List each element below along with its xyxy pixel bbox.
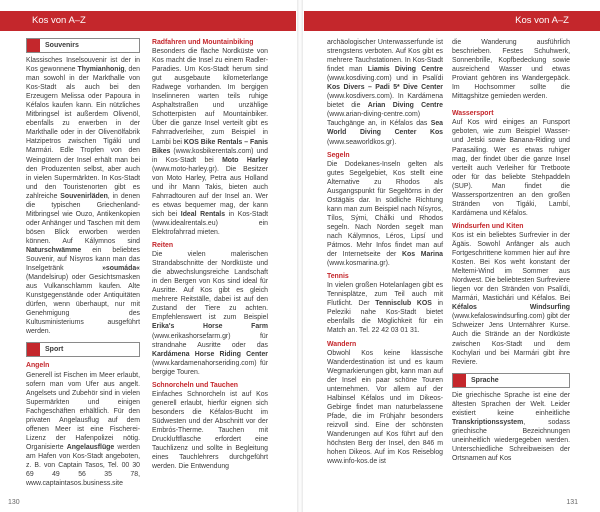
text: , den man sowohl in der Markthalle von Kos-Stadt als auch bei den Erzeugern Melissa oder Papoura in Kéfalos kaufen kann. Ein nützliches Mitbringsel ist außerdem Olivenöl, ebenfalls zu erwerben in der Markthalle oder in der Olivenölfabrik Hatzipetros zwischen Tigáki und Marmári. Edle Tropfen von den Weingütern der Insel erhält man bei den Produzenten selbst, aber auch in vielen Supermärkten. In Kos-Stadt und den Touristenorten gibt es zahlreiche — [26, 66, 140, 200]
bold-term: Naturschwämme — [26, 246, 82, 254]
text: (www.kosdiving.com) und in Psalídi — [327, 75, 443, 83]
paragraph-angeln — [26, 371, 140, 489]
section-marker — [453, 374, 466, 387]
bold-term: Transkriptionssystem — [452, 418, 524, 426]
text: , in denen die typischen Griechenland-Mitbringsel wie Ouzo, Antikenkopien oder Anhänger und Taschen mit dem bösen Blick erworben werden können. Auf Kálymnos sind — [26, 192, 140, 245]
paragraph-radfahren — [152, 47, 268, 237]
bold-term: Liamis Diving Centre — [367, 66, 444, 74]
paragraph-tauchen — [327, 38, 443, 147]
bold-term: Thymianhonig — [77, 66, 125, 74]
bold-term: Kéfalos Windsurfing — [452, 304, 570, 312]
bold-term: Erika's Horse Farm — [152, 323, 268, 331]
text: ein beliebtes Souvenir, auf Nísyros kann man das Inselgetränk — [26, 246, 140, 273]
text: Die Dodekanes-Inseln gelten als gutes Segelgebiet, Kos stellt eine Alternative zu Rhodos als Ausgangspunkt für Segeltörns in der Ostägäis dar. In südliche Richtung kann man zum Beispiel nach Nísyros, Tílos, Sými, Chálki und Rhodos segeln. Nach Norden segelt man nach Kálymnos, Léros, Lipsí und Pátmos. Mehr Infos findet man auf der Internetseite der — [327, 160, 443, 259]
text: (www.seaworldkos.gr). — [327, 138, 397, 146]
paragraph-windsurfen — [452, 231, 570, 367]
paragraph-tennis — [327, 281, 443, 335]
paragraph-wandern: Obwohl Kos keine klassische Wanderdestination ist und es kaum Wegmarkierungen gibt, kann man auf der Insel ein paar schöne Touren unternehmen. Vor allem auf der Halbinsel Kéfalos und im Dikeos-Gebirge findet man naturbelassene Pfade, die im Frühjahr besonders reizvoll sind. Eine der schönsten Wanderungen auf Kos führt auf den höchsten Berg der Insel, den 846 m hohen Dikeos. Auf im Kos Reiseblog www.info-kos.de ist — [327, 349, 443, 466]
heading-wassersport: Wassersport — [452, 110, 494, 118]
column-4 — [452, 38, 570, 463]
bold-term: Sea World Diving Center Kos — [327, 120, 443, 137]
text: (www.kosmarina.gr). — [327, 260, 390, 268]
text: In vielen großen Hotelanlagen gibt es Tennisplätze, zum Teil auch mit Flutlicht. Der — [327, 282, 443, 308]
right-page — [304, 0, 600, 512]
section-title: Souvenirs — [45, 41, 79, 49]
left-page — [0, 0, 296, 512]
bold-term: Kardámena Horse Riding Center — [152, 350, 268, 358]
bold-term: Kos Divers – Padi 5* Dive Center — [327, 84, 443, 92]
section-marker — [27, 39, 40, 52]
text: Die griechische Sprache ist eine der ältesten Sprachen der Welt. Leider existiert keine einheitliche — [452, 391, 570, 417]
section-title: Sport — [45, 346, 64, 354]
paragraph-schnorcheln: Einfaches Schnorcheln ist auf Kos generell erlaubt, hierfür eignen sich besonders die Kéfalos-Bucht im Südwesten und der Abschnitt vor der Embrós-Therme. Tauchen mit Druckluftflasche erfordert eine Tauchlizenz und sollte in Begleitung eines Tauchlehrers durchgeführt werden. Die Entwendung — [152, 390, 268, 471]
text: Klassisches Inselsouvenir ist der in Kos gewonnene — [26, 57, 140, 74]
bold-term: Arian Diving Centre — [367, 102, 443, 110]
section-box-sprache — [452, 373, 570, 388]
text: archäologischer Unterwasserfunde ist strengstens verboten. Auf Kos gibt es mehrere Tauchstationen. In Kos-Stadt findet man — [327, 39, 443, 74]
running-header-left: Kos von A–Z — [0, 11, 296, 31]
heading-radfahren: Radfahren und Mountainbiking — [152, 39, 254, 46]
heading-windsurfen: Windsurfen und Kiten — [452, 222, 524, 230]
text: , sodass griechische Bezeichnungen uneinheitlich wiedergegeben werden. Unterschiedliche Schreibweisen der Ortsnamen auf Kos — [452, 418, 570, 462]
text: Die vielen malerischen Strandabschnitte der Nordküste und die abwechslungsreiche Landschaft in den Bergen von Kos sind ideal für Ausritte. Auf Kos gibt es gleich mehrere Reitställe, dabei ist auf den Zustand der Tiere zu achten. Empfehlenswert ist zum Beispiel — [152, 251, 268, 322]
paragraph-reiten — [152, 250, 268, 377]
text: (www.kefaloswindsurfing.com) gibt der Schweizer Jens Unternährer Kurse. Auch die Strände an der Nordküste zwischen Kos-Stadt und dem Kochylari und bei Marmári gibt ihre Reviere. — [452, 313, 570, 366]
section-title: Sprache — [471, 376, 499, 384]
page-number-right: 131 — [566, 499, 578, 506]
section-marker — [27, 343, 40, 356]
text: in Peleziki nahe Kos-Stadt bietet ebenfalls die Möglichkeit für ein Match an. Tel. 22 42 03 01 31. — [327, 300, 443, 335]
bold-term: Souvenirläden — [60, 192, 108, 200]
section-box-sport — [26, 342, 140, 357]
paragraph-wassersport: Auf Kos wird einiges an Funsport geboten, wie zum Beispiel Wasser- und Jetski sowie Banana-Riding und Parasailing. Wer es etwas ruhiger mag, der findet über die ganze Insel verteilt auch Verleiher für Tretboote oder für das beliebte Stehpaddeln (SUP). Man findet die Wassersportzentren an den großen Stränden von Tigáki, Lambí, Kardámena und Kéfalos. — [452, 119, 570, 217]
heading-angeln: Angeln — [26, 362, 50, 370]
text: (www.erikashorsefarm.gr) für strandnahe Ausritte oder das — [152, 332, 268, 349]
section-box-souvenirs — [26, 38, 140, 53]
column-3 — [327, 38, 443, 466]
bold-term: Kos Marina — [402, 251, 443, 259]
column-2 — [152, 38, 268, 471]
bold-term: »soumáda« — [102, 265, 140, 273]
paragraph-segeln — [327, 160, 443, 269]
paragraph-sprache — [452, 391, 570, 463]
paragraph-souvenirs — [26, 56, 140, 336]
bold-term: Angelausflüge — [66, 443, 115, 451]
heading-reiten: Reiten — [152, 242, 174, 250]
heading-segeln: Segeln — [327, 151, 350, 159]
page-number-left: 130 — [8, 499, 20, 506]
text: (www.arian-diving-centre.com) Tauchgänge an, in Kéfalos das — [327, 111, 431, 128]
text: (www.kosdivers.com). In Kardámena bietet die — [327, 93, 443, 110]
text: (www.kosbikerentals.com) und in Kos-Stadt bei — [152, 147, 268, 164]
bold-term: KOS Bike Rentals – Fanis Bikes — [152, 138, 268, 155]
bold-term: Moto Harley — [222, 156, 268, 164]
paragraph-wandern-cont: die Wanderung ausführlich beschrieben. Festes Schuhwerk, Sonnenbrille, Kopfbedeckung sowie ausreichend Wasser und etwas Proviant gehören ins Wandergepäck. Im Hochsommer sollte die Mittagshitze gemieden werden. — [452, 39, 570, 101]
text: werden am Hafen von Kos-Stadt angeboten, z. B. von Captain Tasos, Tel. 00 30 69 49 56 35 78, www.captaintasos.business.site — [26, 443, 141, 488]
heading-schnorcheln: Schnorcheln und Tauchen — [152, 381, 239, 389]
column-1 — [26, 38, 140, 488]
text: in Kos-Stadt (www.idealrentals.eu) ein Elektrofahrrad mieten. — [152, 210, 268, 236]
text: Besonders die flache Nordküste von Kos macht die Insel zu einem Radler-Paradies. Um Kos-Stadt herum sind gut ausgebaute kilometerlange Radwege vorhanden. Im bergigen Inselinneren warten teils ruhige Asphaltstraßen und unzählige Schotterpisten auf Mountainbiker. Über die ganze Insel verteilt gibt es Fahrradverleiher, zum Beispiel in Lambi bei — [152, 48, 268, 146]
bold-term: Tennisclub KOS — [375, 300, 432, 308]
heading-tennis: Tennis — [327, 273, 349, 281]
heading-wandern: Wandern — [327, 340, 357, 348]
book-gutter — [297, 0, 303, 512]
text: Kos ist ein beliebtes Surfrevier in der Ägäis. Sowohl Anfänger als auch Fortgeschrittene kommen hier auf ihre Kosten. Bei Kos weht konstant der Meltemi-Wind im Sommer aus Nordwest. Die beliebtesten Surfreviere liegen vor den Stränden von Psalídi, Marmári, Mastichári und Kéfalos. Bei — [452, 231, 570, 303]
bold-term: Ideal Rentals — [180, 210, 226, 218]
text: (www.kardamenahorseriding.com) für bergige Touren. — [152, 359, 268, 376]
text: Generell ist Fischen im Meer erlaubt, sofern man vom Ufer aus angelt. Angelsets und Zubehör sind in vielen Supermärkten und einigen Fachgeschäften erhältlich. Für den privaten Angelausflug auf dem offenen Meer ist eine Fischerei-Lizenz der Hafenpolizei nötig. Organisierte — [26, 371, 140, 451]
text: (www.moto-harley.gr). Die Besitzer von Moto Harley, Petra aus Holland und ihr Mann Takis, bieten auch Fahrradtouren auf der Insel an. Wer es etwas bequemer mag, der kann sich bei — [152, 165, 268, 218]
text: (Mandelsirup) oder Gesichtsmasken aus Vulkanschlamm kaufen. Alte Kunstgegenstände oder Antiquitäten dürfen, wenn überhaupt, nur mit Genehmigung des Kultusministeriums ausgeführt werden. — [26, 274, 140, 336]
running-header-right: Kos von A–Z — [304, 11, 600, 31]
